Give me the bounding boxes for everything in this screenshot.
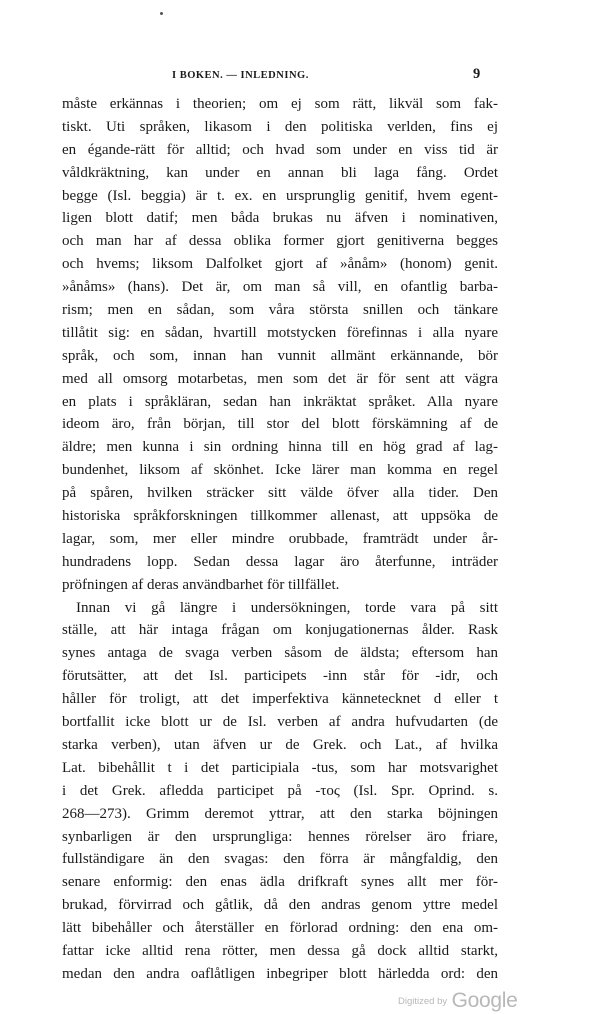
text-line: bundenhet, liksom af skönhet. Icke lärer man komma en regel	[62, 462, 498, 479]
text-line: förutsätter, att det Isl. participets -inn står för -idr, och	[62, 668, 498, 685]
running-header: I BOKEN. — INLEDNING.	[172, 70, 309, 81]
text-line: äldre; men kunna i sin ordning hinna till en hög grad af lag-	[62, 439, 498, 456]
text-line: starka verben), utan äfven ur de Grek. och Lat., af hvilka	[62, 736, 498, 753]
text-line: lagar, som, mer eller mindre orubbade, framträdt under år-	[62, 530, 498, 547]
text-line: tiskt. Uti språken, likasom i den politiska verlden, fins ej	[62, 118, 498, 135]
text-line: ligen blott datif; men båda brukas nu äfven i nominativen,	[62, 210, 498, 227]
text-line: »ånåms» (hans). Det är, om man så vill, en ofantlig barba-	[62, 279, 498, 296]
text-line: historiska språkforskningen tillkommer allenast, att uppsöka de	[62, 508, 498, 525]
text-line: lätt bibehåller och återställer en förlorad ordning: den ena om-	[62, 920, 498, 937]
text-line: 268—273). Grimm deremot yttrar, att den starka böjningen	[62, 805, 498, 822]
text-line: begge (Isl. beggia) är t. ex. en ursprunglig genitif, hvem egent-	[62, 187, 498, 204]
text-line: våldkräktning, kan under en annan bli laga fång. Ordet	[62, 164, 498, 181]
text-line: med all omsorg motarbetas, men som det är för sent att vägra	[62, 370, 498, 387]
text-line: hundradens lopp. Sedan dessa lagar äro återfunne, inträder	[62, 553, 498, 570]
text-line: håller för troligt, att det imperfektiva kännetecknet d eller t	[62, 691, 498, 708]
text-line: tillåtit sig: en sådan, hvartill motstycken förefinnas i alla nyare	[62, 324, 498, 341]
google-logo: Google	[451, 989, 518, 1012]
text-line: en plats i språkläran, sedan han inkräktat språket. Alla nyare	[62, 393, 498, 410]
digitized-by-google-watermark	[398, 989, 517, 1013]
text-line: medan den andra oaflåtligen inbegriper blott härledda ord: den	[62, 965, 498, 982]
text-line: synbarligen är den ursprungliga: hennes rörelser äro friare,	[62, 828, 498, 845]
text-line: brukad, förvirrad och gåtlik, då den andras genom yttre medel	[62, 897, 498, 914]
body-text	[62, 93, 498, 986]
text-line: fullständigare än den svagas: den förra är mångfaldig, den	[62, 851, 498, 868]
text-line: Lat. bibehållit t i det participiala -tus, som har motsvarighet	[62, 759, 498, 776]
text-line: pröfningen af deras användbarhet för tillfället.	[62, 576, 340, 593]
text-line: i det Grek. afledda participet på -τος (Isl. Spr. Oprind. s.	[62, 782, 498, 799]
text-line: senare enformig: den enas ädla drifkraft synes allt mer för-	[62, 874, 498, 891]
text-line: måste erkännas i theorien; om ej som rätt, likväl som fak-	[62, 96, 498, 112]
ink-speck	[160, 12, 163, 15]
text-line: fattar icke alltid rena rötter, men dessa gå dock alltid starkt,	[62, 942, 498, 959]
text-line: en égande-rätt för alltid; och hvad som under en viss tid är	[62, 141, 498, 158]
text-line: bortfallit icke blott ur de Isl. verben af andra hufvudarten (de	[62, 714, 498, 731]
watermark-prefix: Digitized by	[398, 996, 448, 1007]
page-number: 9	[473, 66, 481, 82]
text-line: rism; men en sådan, som våra största snillen och tänkare	[62, 302, 498, 319]
text-line: ideom äro, från början, till stor del blott förskämning af de	[62, 416, 498, 433]
text-line: språk, och som, innan han vunnit allmänt erkännande, bör	[62, 347, 498, 364]
text-line: och hvems; liksom Dalfolket gjort af »ånåm» (honom) genit.	[62, 256, 498, 273]
text-line: ställe, att här intaga frågan om konjugationernas ålder. Rask	[62, 622, 498, 639]
text-line: Innan vi gå längre i undersökningen, torde vara på sitt	[76, 599, 498, 616]
text-line: på spåren, hvilken sträcker sitt välde öfver alla tider. Den	[62, 485, 498, 502]
text-line: synes antaga de svaga verben såsom de äldsta; eftersom han	[62, 645, 498, 662]
text-line: och man har af dessa oblika former gjort genitiverna begges	[62, 233, 498, 250]
